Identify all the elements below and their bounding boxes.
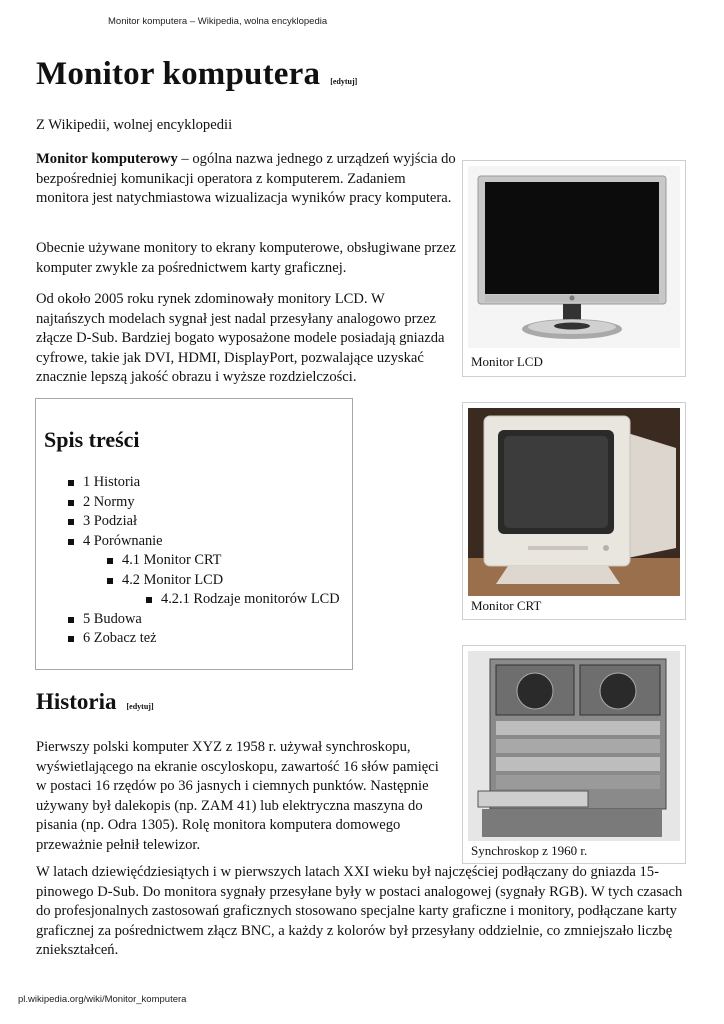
synchroskop-illustration xyxy=(468,651,680,841)
toc-item[interactable] xyxy=(36,473,352,493)
intro-paragraph-3: Od około 2005 roku rynek zdominowały monitory LCD. W najtańszych modelach sygnał jest nadal przesyłany analogowo przez złącze D-Sub. Bardziej bogato wyposażone modele posiadają gniazda cyfrowe, takie jak DVI, HDMI, DisplayPort, pozwalające uzyskać znacznie lepszą jakość obrazu i wyższe rozdzielczości. xyxy=(36,291,445,385)
toc-item[interactable] xyxy=(36,551,352,571)
figure-crt-monitor xyxy=(462,402,686,620)
crt-monitor-image[interactable] xyxy=(468,408,680,596)
toc-item[interactable] xyxy=(36,512,352,532)
edit-link[interactable]: [edytuj] xyxy=(126,702,154,711)
toc-item-label[interactable]: 5 Budowa xyxy=(83,610,142,627)
edit-link[interactable]: [edytuj] xyxy=(330,77,358,86)
lcd-monitor-image[interactable] xyxy=(468,166,680,348)
synchroskop-image[interactable] xyxy=(468,651,680,841)
print-header-title: Monitor komputera – Wikipedia, wolna encyklopedia xyxy=(108,16,328,27)
toc-item-label[interactable]: 2 Normy xyxy=(83,493,135,510)
historia-paragraph-2: W latach dziewięćdziesiątych i w pierwszych latach XXI wieku był najczęściej podłączany do gniazda 15-pinowego D-Sub. Do monitora sygnały przesyłane były w postaci analogowej (sygnały RGB). W tych czasach do profesjonalnych zastosowań graficznych stosowano specjalne karty graficzne i monitory, podłączane karty graficznej za pośrednictwem złącz BNC, a każdy z kolorów był przesyłany oddzielnie, co zmniejszało liczbę zniekształceń. xyxy=(36,864,683,958)
bullet-icon xyxy=(68,636,74,642)
intro-bold-term: Monitor komputerowy xyxy=(36,151,178,167)
lcd-monitor-illustration xyxy=(468,166,680,348)
intro-paragraph-2: Obecnie używane monitory to ekrany komputerowe, obsługiwane przez komputer zwykle za pośrednictwem karty graficznej. xyxy=(36,240,456,276)
toc-title: Spis treści xyxy=(44,427,140,452)
bullet-icon xyxy=(107,578,113,584)
toc-item[interactable] xyxy=(36,590,352,610)
table-of-contents xyxy=(35,398,353,670)
toc-item[interactable] xyxy=(36,571,352,591)
bullet-icon xyxy=(146,597,152,603)
bullet-icon xyxy=(68,617,74,623)
intro-text: – ogólna nazwa jednego z urządzeń wyjścia do bezpośredniej komunikacji operatora z komputerem. Zadaniem monitora jest natychmiastowa wizualizacja wyników pracy komputera. xyxy=(36,151,456,206)
bullet-icon xyxy=(68,500,74,506)
toc-item[interactable] xyxy=(36,493,352,513)
section-title: Historia xyxy=(36,689,117,714)
figure-lcd-monitor xyxy=(462,160,686,377)
toc-item-label[interactable]: 4.2 Monitor LCD xyxy=(122,571,224,588)
toc-item-label[interactable]: 6 Zobacz też xyxy=(83,630,157,646)
toc-item-label[interactable]: 4.2.1 Rodzaje monitorów LCD xyxy=(161,591,340,607)
figure-caption: Monitor CRT xyxy=(471,598,542,613)
historia-paragraph-1: Pierwszy polski komputer XYZ z 1958 r. używał synchroskopu, wyświetlającego na ekranie oscyloskopu, zawartość 16 słów pamięci w postaci 16 rzędów po 36 jasnych i ciemnych punktów. Następnie używany był dalekopis (np. ZAM 41) lub elektryczna maszyna do pisania (np. Odra 1305). Rolę monitora komputera domowego przeważnie pełnił telewizor. xyxy=(36,739,439,853)
toc-list xyxy=(36,473,352,649)
page-title xyxy=(36,56,357,93)
figure-caption: Synchroskop z 1960 r. xyxy=(471,843,588,858)
figure-synchroskop xyxy=(462,645,686,864)
figure-caption: Monitor LCD xyxy=(471,354,543,369)
crt-monitor-illustration xyxy=(468,408,680,596)
bullet-icon xyxy=(68,539,74,545)
bullet-icon xyxy=(107,558,113,564)
toc-item-label[interactable]: 4 Porównanie xyxy=(83,532,163,549)
bullet-icon xyxy=(68,480,74,486)
page-subtitle: Z Wikipedii, wolnej encyklopedii xyxy=(36,117,233,133)
toc-item[interactable] xyxy=(36,629,352,649)
section-heading-historia xyxy=(36,689,154,715)
toc-item[interactable] xyxy=(36,610,352,630)
print-footer-url: pl.wikipedia.org/wiki/Monitor_komputera xyxy=(18,994,187,1005)
intro-paragraph-1 xyxy=(36,150,456,209)
bullet-icon xyxy=(68,519,74,525)
toc-item[interactable] xyxy=(36,532,352,552)
toc-item-label[interactable]: 4.1 Monitor CRT xyxy=(122,552,222,568)
page-title-text: Monitor komputera xyxy=(36,56,321,92)
toc-item-label[interactable]: 3 Podział xyxy=(83,513,137,529)
toc-item-label[interactable]: 1 Historia xyxy=(83,474,141,490)
